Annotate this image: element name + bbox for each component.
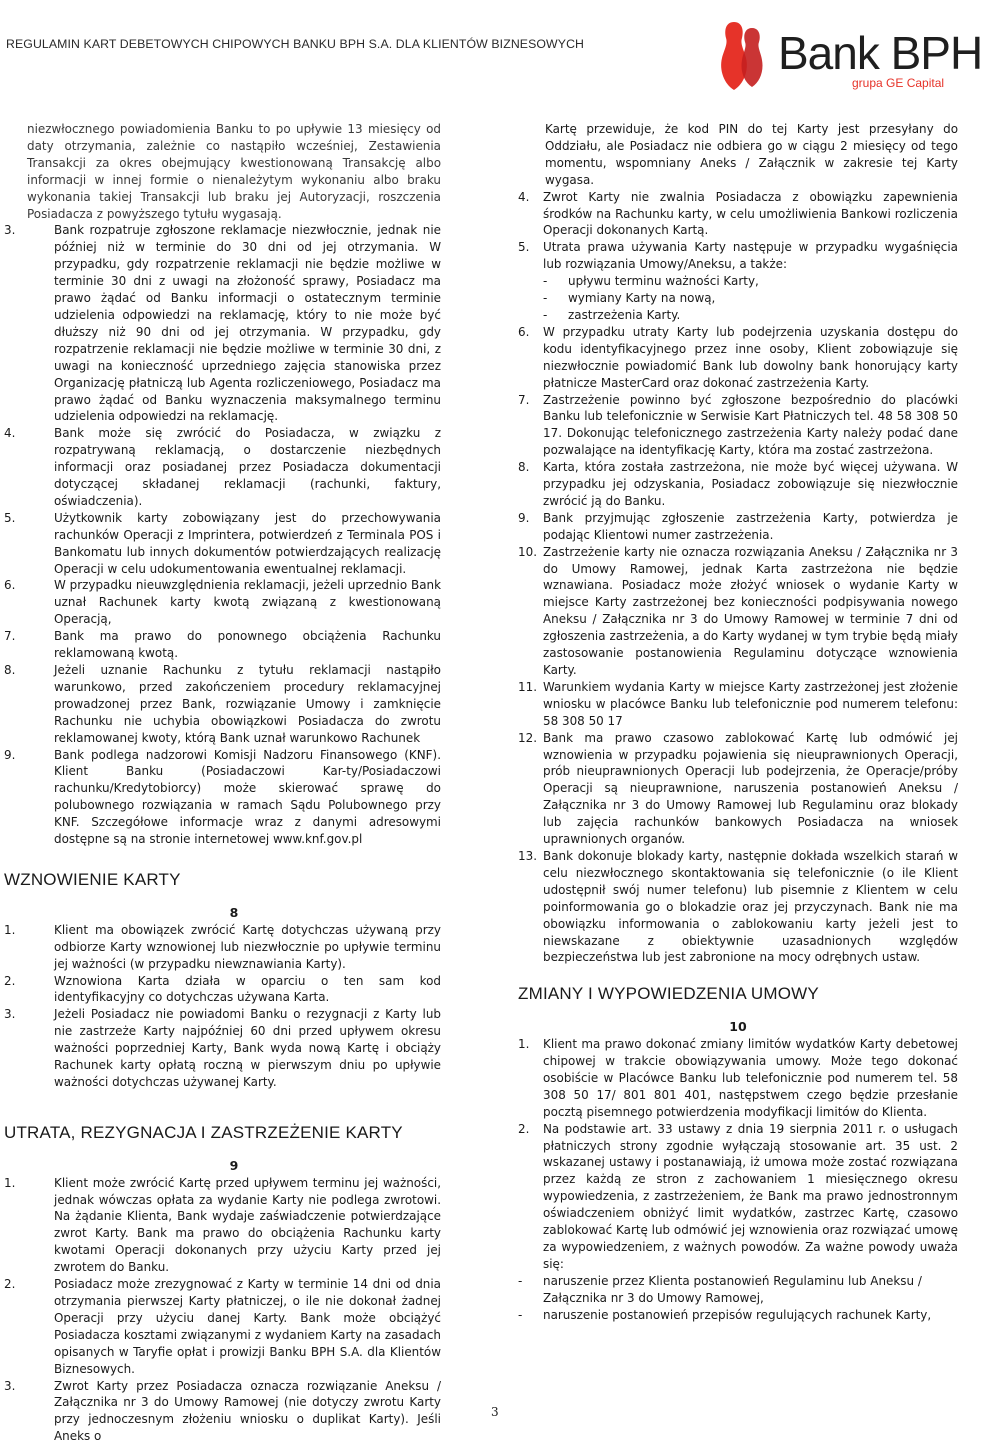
logo-subtitle: grupa GE Capital [852, 76, 945, 90]
item-number: 1. [4, 1175, 16, 1190]
list-item [4, 973, 441, 1007]
dash-text: zastrzeżenia Karty. [568, 307, 681, 322]
item-text: Zastrzeżenie karty nie oznacza rozwiązania Aneksu / Załącznika nr 3 do Umowy Ramowej, jednak Karta zastrzeżona nie będzie wznawiana. Posiadacz może złożyć wniosek o wydanie Karty w miejsce Karty zastrzeżonej bez konieczności podpisywania nowego Aneksu / Załącznika nr 3 do Umowy Ramowej w terminie 7 dni od zgłoszenia zastrzeżenia, a do Karty wydanej w tym trybie będą miały zastosowanie postanowienia Regulaminu dotyczące wznowienia Karty. [543, 544, 958, 677]
item-text: Zwrot Karty przez Posiadacza oznacza rozwiązanie Aneksu / Załącznika nr 3 do Umowy Ramowej (nie dotyczy zwrotu Karty przy jednoczesnym złożeniu wniosku o duplikat Karty). Jeśli Aneks o [54, 1378, 441, 1444]
section-title-loss: UTRATA, REZYGNACJA I ZASTRZEŻENIE KARTY [4, 1122, 403, 1142]
item-text: Bank przyjmując zgłoszenie zastrzeżenia Karty, potwierdza je podając Klientowi numer zastrzeżenia. [543, 510, 958, 542]
list-item [4, 1378, 441, 1445]
item-text: Bank ma prawo do ponownego obciążenia Rachunku reklamowaną kwotą. [54, 629, 441, 661]
list-item [518, 189, 958, 240]
dash-bullet: - [518, 1307, 523, 1322]
list-item [518, 392, 958, 460]
bowling-pin-logo-icon [714, 18, 774, 94]
item-number: 1. [518, 1037, 530, 1052]
list-item [518, 324, 958, 392]
dash-text: wymiany Karty na nową, [568, 291, 716, 306]
dash-list-item [518, 1273, 958, 1307]
item-text: Zastrzeżenie powinno być zgłoszone bezpośrednio do placówki Banku lub telefonicznie w Serwisie Kart Płatniczych tel. 48 58 308 50 17. Dokonując telefonicznego zastrzeżenia Karty należy podać dane pozwalające na identyfikację Karty, która ma zostać zastrzeżona. [543, 392, 958, 458]
list-item [518, 239, 958, 273]
item-number: 9. [518, 510, 530, 525]
list-item [4, 425, 441, 510]
item-number: 9. [4, 747, 16, 762]
right-intro-paragraph: Kartę przewiduje, że kod PIN do tej Karty jest przesyłany do Oddziału, ale Posiadacz nie odbiera go w ciągu 2 miesięcy od tego momentu, wspomniany Aneks / Załącznik w zakresie tej Karty wygasa. [545, 122, 958, 187]
list-item [4, 1276, 441, 1377]
item-number: 2. [518, 1121, 530, 1136]
item-text: W przypadku nieuwzględnienia reklamacji, jeżeli uprzednio Bank uznał Rachunek karty kwotą związaną z kwestionowaną Operacją, [54, 578, 441, 627]
page-number: 3 [491, 1405, 499, 1419]
item-number: 7. [4, 629, 16, 644]
item-text: Bank rozpatruje zgłoszone reklamacje niezwłocznie, jednak nie później niż w terminie do 30 dni od jej otrzymania. W przypadku, gdy rozpatrzenie reklamacji nie będzie możliwe w terminie 30 dni z uwagi na złożoność sprawy, Posiadacz ma prawo żądać od Banku informacji o ostatecznym terminie udzielenia odpowiedzi na reklamację, który to nie może być dłuższy niż 90 dni od jej otrzymania. W przypadku, gdy rozpatrzenie reklamacji nie będzie możliwe w terminie 30 dni, z uwagi na konieczność uprzedniego zajęcia stanowiska przez Organizację płatniczą lub Agenta rozliczeniowego, Posiadacz ma prawo żądać od Banku wyznaczenia maksymalnego terminu udzielenia odpowiedzi na reklamację. [54, 223, 441, 424]
list-item [4, 747, 441, 848]
item-number: 5. [4, 510, 16, 525]
list-item [518, 848, 958, 966]
list-item [4, 922, 441, 973]
list-item [518, 679, 958, 730]
item-number: 4. [4, 426, 16, 441]
item-number: 7. [518, 392, 530, 407]
item-text: Bank podlega nadzorowi Komisji Nadzoru Finansowego (KNF). Klient Banku (Posiadaczowi Kar-ty/Posiadaczowi rachunku/Kredytobiorcy) może skierować sprawę do polubownego rozwiązania w ramach Sądu Polubownego przy KNF. Szczegółowe informacje wraz z danymi adresowymi dostępne są na stronie internetowej www.knf.gov.pl [54, 747, 441, 847]
item-text: Utrata prawa używania Karty następuje w przypadku wygaśnięcia lub rozwiązania Umowy/Aneksu, a także: [543, 240, 958, 272]
item-number: 2. [4, 973, 16, 988]
item-text: Na podstawie art. 33 ustawy z dnia 19 sierpnia 2011 r. o usługach płatniczych strony zgodnie wyłączają stosowanie art. 35 ust. 2 wskazanej ustawy i postanawiają, iż umowa może zostać rozwiązana przez każdą ze stron z zachowaniem 1 miesięcznego okresu wypowiedzenia, z zastrzeżeniem, że Bank ma prawo jednostronnym oświadczeniem obniżyć limit wydatków, zastrzec Kartę, czasowo zablokować Kartę lub odmówić jej wznowienia oraz rozwiązać umowę za wypowiedzeniem, z ważnych powodów. Za ważne powody uważa się: [543, 1121, 959, 1271]
item-text: Klient ma prawo dokonać zmiany limitów wydatków Karty debetowej chipowej w trakcie obowiązywania umowy. Może tego dokonać osobiście w Placówce Banku lub telefonicznie pod numerem tel. 58 308 50 17/ 801 801 401, następstwem czego będzie przesłanie pocztą pisemnego potwierdzenia modyfikacji limitów do Klienta. [543, 1037, 958, 1119]
item-text: W przypadku utraty Karty lub podejrzenia uzyskania dostępu do kodu identyfikacyjnego przez inne osoby, Klient zobowiązuje się niezwłocznie powiadomić Bank lub dowolny bank honorujący karty płatnicze MasterCard oraz dokonać zastrzeżenia Karty. [543, 324, 958, 390]
list-item [518, 510, 958, 544]
dash-bullet: - [543, 274, 548, 289]
item-text: Karta, która została zastrzeżona, nie może być więcej używana. W przypadku jej odzyskania, Posiadacz zobowiązuje się niezwłocznie zwrócić ją do Banku. [543, 460, 958, 508]
dash-bullet: - [543, 307, 548, 322]
item-number: 3. [4, 1007, 16, 1022]
dash-text: naruszenie postanowień przepisów regulujących rachunek Karty, [543, 1307, 932, 1322]
item-text: Bank ma prawo czasowo zablokować Kartę lub odmówić jej wznowienia w przypadku pojawienia się nieuprawnionych Operacji, prób nieuprawnionych Operacji lub podejrzenia, że Operacje/próby Operacji są nieuprawnione, naruszenia postanowień Aneksu / Załącznika nr 3 do Umowy Ramowej lub Regulaminu oraz blokady lub zajęcia rachunków bankowych Posiadacza na wniosek uprawnionych organów. [543, 730, 958, 847]
dash-text: naruszenie przez Klienta postanowień Regulaminu lub Aneksu / Załącznika nr 3 do Umowy Ramowej, [543, 1273, 922, 1305]
right-column [518, 121, 958, 1324]
item-number: 5. [518, 240, 530, 255]
list-item [4, 1175, 441, 1276]
list-item [518, 730, 958, 848]
list-item [518, 544, 958, 679]
item-number: 6. [518, 324, 530, 339]
item-text: Wznowiona Karta działa w oparciu o ten sam kod identyfikacyjny co dotychczas używana Karta. [54, 973, 441, 1005]
list-item [4, 577, 441, 628]
list-item [4, 510, 441, 578]
item-text: Zwrot Karty nie zwalnia Posiadacza z obowiązku zapewnienia środków na Rachunku karty, w celu umożliwienia Bankowi rozliczenia Operacji dokonanych Kartą. [543, 189, 958, 238]
list-item [4, 222, 441, 425]
section-title-renewal: WZNOWIENIE KARTY [4, 869, 181, 889]
dash-list-item [518, 1307, 958, 1324]
item-text: Klient może zwrócić Kartę przed upływem terminu jej ważności, jednak wówczas opłata za wydanie Karty nie podlega zwrotowi. Na żądanie Klienta, Bank wydaje zaświadczenie potwierdzające zwrot Karty. Bank ma prawo do obciążenia Rachunku karty kwotami Operacji dokonanych przy użyciu Karty przed jej zwrotem do Banku. [54, 1175, 441, 1275]
dash-list-item [543, 290, 958, 307]
item-number: 6. [4, 578, 16, 593]
left-column [4, 121, 441, 1445]
item-text: Warunkiem wydania Karty w miejsce Karty zastrzeżonej jest złożenie wniosku w placówce Banku lub telefonicznie pod numerem telefonu: 58 308 50 17 [543, 679, 958, 728]
item-text: Posiadacz może zrezygnować z Karty w terminie 14 dni od dnia otrzymania pierwszej Karty płatniczej, o ile nie dokonał żadnej Operacji przy użyciu danej Karty. Bank może obciążyć Posiadacza kosztami związanymi z wydaniem Karty na zasadach opisanych w Taryfie opłat i prowizji Banku BPH S.A. dla Klientów Biznesowych. [54, 1277, 441, 1376]
item-number: 8. [518, 460, 530, 475]
item-number: 3. [4, 1378, 16, 1393]
item-number: 8. [4, 663, 16, 677]
list-item [4, 662, 441, 747]
logo-bank-text: Bank BPH [778, 27, 982, 79]
item-number: 1. [4, 922, 16, 937]
section-number-8: 8 [229, 904, 239, 920]
list-item [518, 1036, 958, 1121]
dash-text: upływu terminu ważności Karty, [568, 274, 759, 289]
list-item [4, 628, 441, 662]
item-text: Bank może się zwrócić do Posiadacza, w związku z rozpatrywaną reklamacją, o dostarczenie niezbędnych informacji oraz posiadanej przez Posiadacza dokumentacji dotyczącej składanej reklamacji (rachunki, faktury, oświadczenia). [54, 426, 441, 508]
item-number: 12. [518, 730, 537, 745]
dash-bullet: - [543, 291, 548, 306]
section-title-changes: ZMIANY I WYPOWIEDZENIA UMOWY [518, 984, 819, 1004]
item-text: Klient ma obowiązek zwrócić Kartę dotychczas używaną przy odbiorze Karty wznowionej lub niezwłocznie po upływie terminu jej ważności (w przypadku niewznawiania Karty). [54, 922, 441, 971]
document-title: REGULAMIN KART DEBETOWYCH CHIPOWYCH BANKU BPH S.A. DLA KLIENTÓW BIZNESOWYCH [6, 37, 585, 51]
item-number: 11. [518, 679, 537, 694]
item-number: 10. [518, 544, 537, 559]
item-number: 13. [518, 848, 537, 863]
bank-logo [714, 18, 982, 94]
section-number-10: 10 [729, 1019, 747, 1035]
left-intro-paragraph: niezwłocznego powiadomienia Banku to po upływie 13 miesięcy od daty otrzymania, zależnie co nastąpiło wcześniej, Zestawienia Transakcji za okres obejmujący kwestionowaną Transakcję albo informacji w innej formie o nienależytym wykonaniu albo braku wykonania takiej Transakcji lub braku jej Autoryzacji, roszczenia Posiadacza z powyższego tytułu wygasają. [27, 122, 441, 221]
page-header [0, 0, 982, 95]
item-number: 2. [4, 1277, 16, 1292]
dash-bullet: - [518, 1273, 523, 1288]
item-number: 4. [518, 189, 530, 204]
list-item [518, 459, 958, 510]
item-text: Jeżeli Posiadacz nie powiadomi Banku o rezygnacji z Karty lub nie zastrzeże Karty najpóźniej 60 dni przed upływem okresu ważności poprzedniej Karty, Bank wyda nową Kartę i obciąży Rachunek karty opłatą roczną w pierwszym dniu po upływie ważności dotychczas używanej Karty. [54, 1007, 441, 1089]
item-text: Bank dokonuje blokady karty, następnie dokłada wszelkich starań w celu niezwłocznego skontaktowania się telefonicznie (o ile Klient udostępnił swój numer telefonu) lub pisemnie z Klientem w celu poinformowania go o blokadzie oraz jej przyczynach. Bank nie ma obowiązku informowania o zablokowaniu karty jeżeli jest to niewskazane z obiektywnie uzasadnionych względów bezpieczeństwa lub jest zabronione na mocy odrębnych ustaw. [543, 848, 958, 965]
section-number-9: 9 [229, 1157, 239, 1173]
dash-list-item [543, 273, 958, 290]
list-item [518, 1121, 958, 1273]
list-item [4, 1006, 441, 1091]
item-number: 3. [4, 223, 16, 238]
item-text: Jeżeli uznanie Rachunku z tytułu reklamacji nastąpiło warunkowo, przed zakończeniem procedury reklamacyjnej prowadzonej przez Bank, rozwiązanie Umowy i zamknięcie Rachunku nie uchybia obowiązkowi Posiadacza do zwrotu reklamowanej kwoty, którą Bank uznał warunkowo Rachunek [54, 663, 441, 745]
dash-list-item [543, 307, 958, 324]
item-text: Użytkownik karty zobowiązany jest do przechowywania rachunków Operacji z Imprintera, potwierdzeń z Terminala POS i Bankomatu lub innych dokumentów potwierdzających realizację Operacji w celu udokumentowania ewentualnej reklamacji. [54, 510, 441, 576]
